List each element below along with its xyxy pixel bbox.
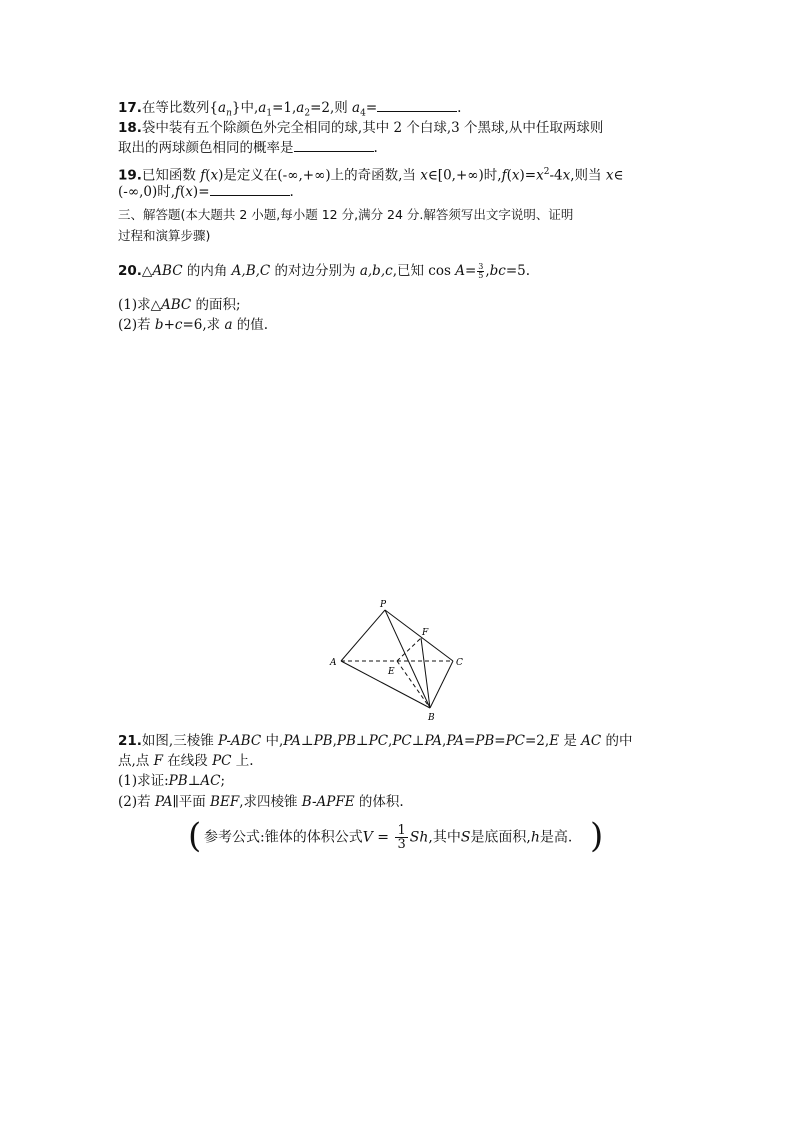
section-heading: 三、解答题(本大题共 2 小题,每小题 12 分,满分 24 分.解答须写出文字说明、证明 bbox=[118, 207, 574, 222]
vertex-label-B: B bbox=[428, 713, 435, 723]
edge-PC bbox=[385, 610, 453, 661]
question-19-line-1: 19.已知函数 f(x)是定义在(-∞,+∞)上的奇函数,当 x∈[0,+∞)时$,f(x)=x^2-4x$,则当 x∈ bbox=[118, 167, 624, 184]
question-number: 17. bbox=[118, 100, 142, 116]
question-18-line-1: 18.袋中装有五个除颜色外完全相同的球,其中 2 个白球,3 个黑球,从中任取两球则 bbox=[118, 120, 604, 136]
answer-blank[interactable] bbox=[210, 183, 290, 196]
edge-AB bbox=[341, 661, 430, 708]
question-21-part-2: (2)若 PA∥平面 BEF,求四棱锥 B-APFE 的体积. bbox=[118, 794, 404, 810]
left-paren: ( bbox=[188, 816, 202, 856]
edge-BC bbox=[430, 661, 453, 708]
question-number: 21. bbox=[118, 733, 142, 749]
fraction-one-third: $\frac{1}{3}$ bbox=[397, 823, 406, 852]
fraction-three-fifths: $\frac{3}{5}$ bbox=[478, 262, 484, 280]
question-19-line-2: (-∞,0)时,f(x)= . bbox=[118, 184, 294, 200]
question-number: 19. bbox=[118, 167, 142, 184]
right-paren: ) bbox=[590, 816, 604, 856]
edge-PA bbox=[341, 610, 385, 661]
vertex-label-C: C bbox=[456, 658, 463, 668]
point-label-E: E bbox=[388, 667, 395, 677]
question-number: 20. bbox=[118, 263, 142, 279]
question-20-part-1: (1)求△ABC 的面积; bbox=[118, 297, 241, 313]
point-label-F: F bbox=[422, 628, 429, 638]
answer-blank[interactable] bbox=[294, 139, 374, 152]
question-21-part-1: (1)求证:PB⊥AC; bbox=[118, 773, 226, 789]
question-17: 17.在等比数列$\{a_n\}$中$,a_1=1,a_2=2$,则 $a_4=$ . bbox=[118, 100, 462, 119]
question-21-line-1: 21.如图,三棱锥 P-ABC 中,PA⊥PB,PB⊥PC,PC⊥PA,PA=PB=PC=2,E 是 AC 的中 bbox=[118, 733, 633, 749]
question-number: 18. bbox=[118, 120, 142, 136]
section-heading-cont: 过程和演算步骤) bbox=[118, 228, 211, 243]
reference-formula: ( 参考公式:锥体的体积公式V = $\frac{1}{3}$ Sh,其中S是底面积,h是高. ) bbox=[188, 816, 604, 856]
question-21-line-2: 点,点 F 在线段 PC 上. bbox=[118, 753, 254, 769]
question-20: 20.△ABC 的内角 A,B,C 的对边分别为 a,b,c,已知 cos A= $\frac{3}{5}$ ,bc=5. bbox=[118, 262, 531, 280]
question-20-part-2: (2)若 b+c=6,求 a 的值. bbox=[118, 317, 269, 333]
pyramid-figure bbox=[325, 598, 485, 728]
vertex-label-A: A bbox=[330, 658, 337, 668]
answer-blank[interactable] bbox=[377, 99, 457, 112]
question-18-line-2: 取出的两球颜色相同的概率是 . bbox=[118, 140, 378, 156]
segment-EF-hidden bbox=[397, 638, 421, 661]
vertex-label-P: P bbox=[380, 600, 387, 610]
